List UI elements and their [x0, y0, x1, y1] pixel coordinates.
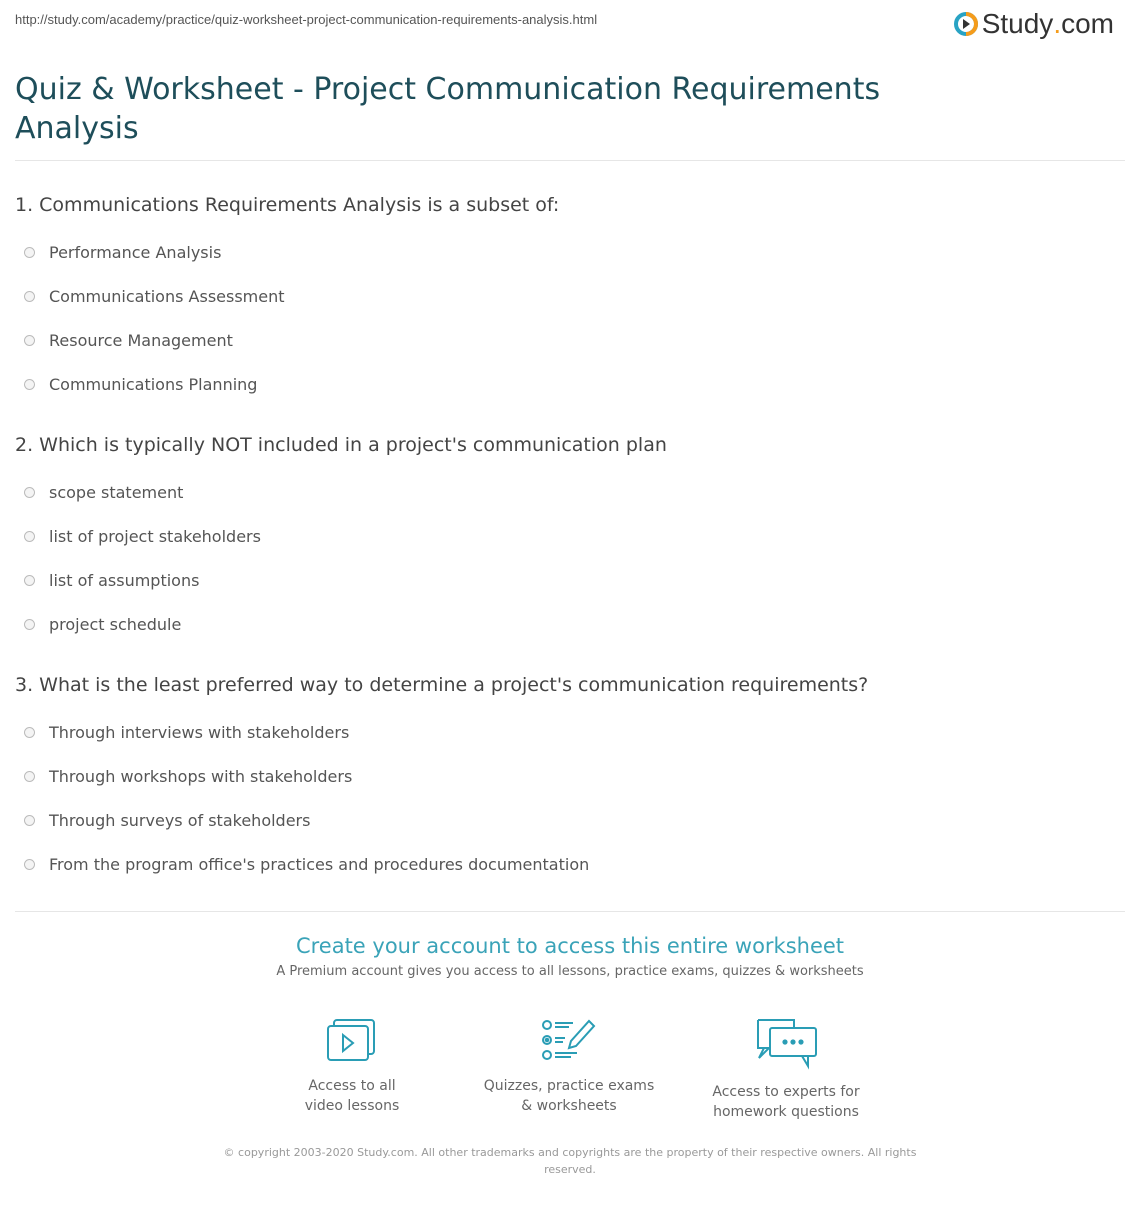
feature-quizzes [469, 1018, 669, 1116]
feature-video-lessons [252, 1018, 452, 1116]
page-title: Quiz & Worksheet - Project Communication Requirements Analysis [15, 72, 881, 146]
copyright-notice: © copyright 2003-2020 Study.com. All other trademarks and copyrights are the property of their respective owners. All rights reserved. [223, 1146, 917, 1176]
option-label: list of assumptions [49, 570, 200, 590]
radio-button[interactable] [24, 379, 35, 390]
answer-option[interactable] [15, 710, 868, 754]
answer-option[interactable] [15, 362, 559, 406]
question-text: 3. What is the least preferred way to determine a project's communication requirements? [15, 674, 869, 696]
answer-option[interactable] [15, 798, 868, 842]
study-logo[interactable] [954, 8, 1114, 40]
option-label: Through surveys of stakeholders [49, 810, 311, 830]
radio-button[interactable] [24, 531, 35, 542]
create-account-link[interactable]: Create your account to access this entire worksheet [295, 934, 845, 958]
answer-option[interactable] [15, 754, 868, 798]
radio-button[interactable] [24, 771, 35, 782]
answer-option[interactable] [15, 842, 868, 886]
play-logo-icon [954, 12, 978, 36]
radio-button[interactable] [24, 859, 35, 870]
radio-button[interactable] [24, 335, 35, 346]
radio-button[interactable] [24, 815, 35, 826]
answer-option[interactable] [15, 274, 559, 318]
divider [15, 911, 1125, 912]
feature-line: video lessons [304, 1098, 400, 1114]
feature-line: & worksheets [521, 1098, 617, 1114]
feature-line: Access to all [308, 1078, 396, 1094]
answer-option[interactable] [15, 470, 667, 514]
divider [15, 160, 1125, 161]
option-label: Performance Analysis [49, 242, 222, 262]
answer-option[interactable] [15, 230, 559, 274]
radio-button[interactable] [24, 291, 35, 302]
answer-option[interactable] [15, 514, 667, 558]
chat-bubbles-icon [754, 1018, 818, 1070]
answer-option[interactable] [15, 602, 667, 646]
option-label: Communications Planning [49, 374, 258, 394]
radio-button[interactable] [24, 727, 35, 738]
quiz-checklist-icon [541, 1018, 597, 1064]
feature-experts [686, 1018, 886, 1122]
feature-line: homework questions [713, 1104, 859, 1120]
radio-button[interactable] [24, 247, 35, 258]
answer-option[interactable] [15, 318, 559, 362]
question-3 [15, 674, 868, 886]
logo-tld: com [1061, 8, 1114, 39]
option-label: Communications Assessment [49, 286, 285, 306]
radio-button[interactable] [24, 575, 35, 586]
question-text: 2. Which is typically NOT included in a project's communication plan [15, 434, 667, 456]
option-label: From the program office's practices and procedures documentation [49, 854, 590, 874]
radio-button[interactable] [24, 619, 35, 630]
feature-line: Quizzes, practice exams [483, 1078, 655, 1094]
signup-cta [0, 934, 1140, 979]
option-label: Resource Management [49, 330, 233, 350]
answer-option[interactable] [15, 558, 667, 602]
feature-line: Access to experts for [712, 1084, 860, 1100]
page-url: http://study.com/academy/practice/quiz-worksheet-project-communication-requirements-analysis.html [15, 12, 598, 27]
cta-subtext: A Premium account gives you access to all lessons, practice exams, quizzes & worksheets [276, 964, 864, 979]
option-label: project schedule [49, 614, 182, 634]
option-label: scope statement [49, 482, 184, 502]
logo-dot: . [1053, 8, 1062, 39]
radio-button[interactable] [24, 487, 35, 498]
option-label: Through interviews with stakeholders [49, 722, 350, 742]
video-lessons-icon [326, 1018, 378, 1064]
question-text: 1. Communications Requirements Analysis is a subset of: [15, 194, 560, 216]
logo-name: Study [981, 8, 1054, 39]
question-2 [15, 434, 667, 646]
question-1 [15, 194, 559, 406]
option-label: list of project stakeholders [49, 526, 261, 546]
option-label: Through workshops with stakeholders [49, 766, 353, 786]
